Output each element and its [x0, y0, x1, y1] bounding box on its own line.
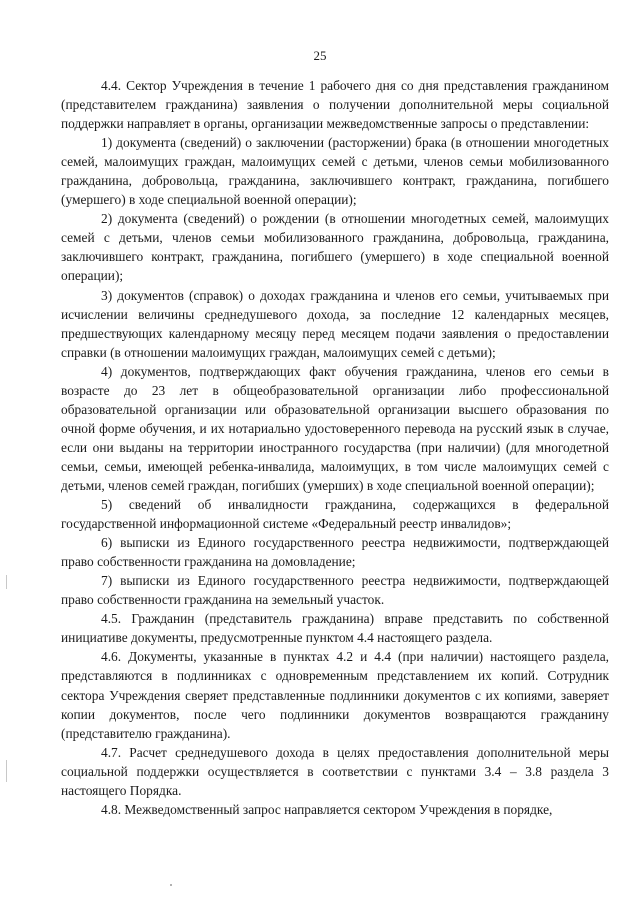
scan-artifact-line [6, 575, 7, 589]
paragraph-4-4-item-5: 5) сведений об инвалидности гражданина, содержащихся в федеральной государственной информационной системе «Федеральный реестр инвалидов»; [61, 497, 609, 532]
paragraph-4-7: 4.7. Расчет среднедушевого дохода в целях предоставления дополнительной меры социальной поддержки осуществляется в соответствии с пунктами 3.4 – 3.8 раздела 3 настоящего Порядка. [61, 744, 609, 798]
scan-artifact-line [6, 760, 7, 782]
paragraph-4-8: 4.8. Межведомственный запрос направляется сектором Учреждения в порядке, [101, 801, 553, 817]
paragraph-4-4-item-4: 4) документов, подтверждающих факт обучения гражданина, членов его семьи в возрасте до 23 лет в общеобразовательной организации либо профессиональной образовательной организации или образовательной организации высшего образования по очной форме обучения, и их нотариально удостоверенного перевода на русский язык в случае, если они выданы на территории иностранного государства (при наличии) (для многодетной семьи, семьи, имеющей ребенка-инвалида, малоимущих, в том числе малоимущих семей с детьми, членов семей граждан, погибших (умерших) в ходе специальной военной операции); [61, 363, 609, 493]
paragraph-4-4-item-7: 7) выписки из Единого государственного реестра недвижимости, подтверждающей право собственности гражданина на земельный участок. [61, 573, 609, 608]
scan-artifact-dot [170, 884, 172, 886]
paragraph-4-4-item-2: 2) документа (сведений) о рождении (в отношении многодетных семей, малоимущих семей с детьми, членов семьи мобилизованного гражданина, добровольца, гражданина, заключившего контракт, гражданина, погибшего (умершего) в ходе специальной военной операции); [61, 211, 609, 284]
paragraph-4-4: 4.4. Сектор Учреждения в течение 1 рабочего дня со дня представления гражданином (представителем гражданина) заявления о получении дополнительной меры социальной поддержки направляет в органы, организации межведомственные запросы о представлении: [61, 78, 609, 132]
paragraph-4-6: 4.6. Документы, указанные в пунктах 4.2 и 4.4 (при наличии) настоящего раздела, представляются в подлинниках с одновременным представлением их копий. Сотрудник сектора Учреждения сверяет представленные подлинники документов с их копиями, заверяет копии документов, после чего подлинники документов возвращаются гражданину (представителю гражданина). [61, 649, 609, 741]
paragraph-4-5: 4.5. Гражданин (представитель гражданина) вправе представить по собственной инициативе документы, предусмотренные пунктом 4.4 настоящего раздела. [61, 611, 609, 646]
paragraph-4-4-item-1: 1) документа (сведений) о заключении (расторжении) брака (в отношении многодетных семей, малоимущих граждан, малоимущих семей с детьми, членов семьи мобилизованного гражданина, добровольца, гражданина, заключившего контракт, гражданина, погибшего (умершего) в ходе специальной военной операции); [61, 135, 609, 208]
paragraph-4-4-item-3: 3) документов (справок) о доходах гражданина и членов его семьи, учитываемых при исчислении величины среднедушевого дохода, за последние 12 календарных месяцев, предшествующих календарному месяцу перед месяцем подачи заявления о предоставлении справки (в отношении малоимущих граждан, малоимущих семей с детьми); [61, 287, 609, 360]
paragraph-4-4-item-6: 6) выписки из Единого государственного реестра недвижимости, подтверждающей право собственности гражданина на домовладение; [61, 535, 609, 570]
page-number: 25 [313, 48, 327, 63]
document-body [61, 76, 609, 819]
